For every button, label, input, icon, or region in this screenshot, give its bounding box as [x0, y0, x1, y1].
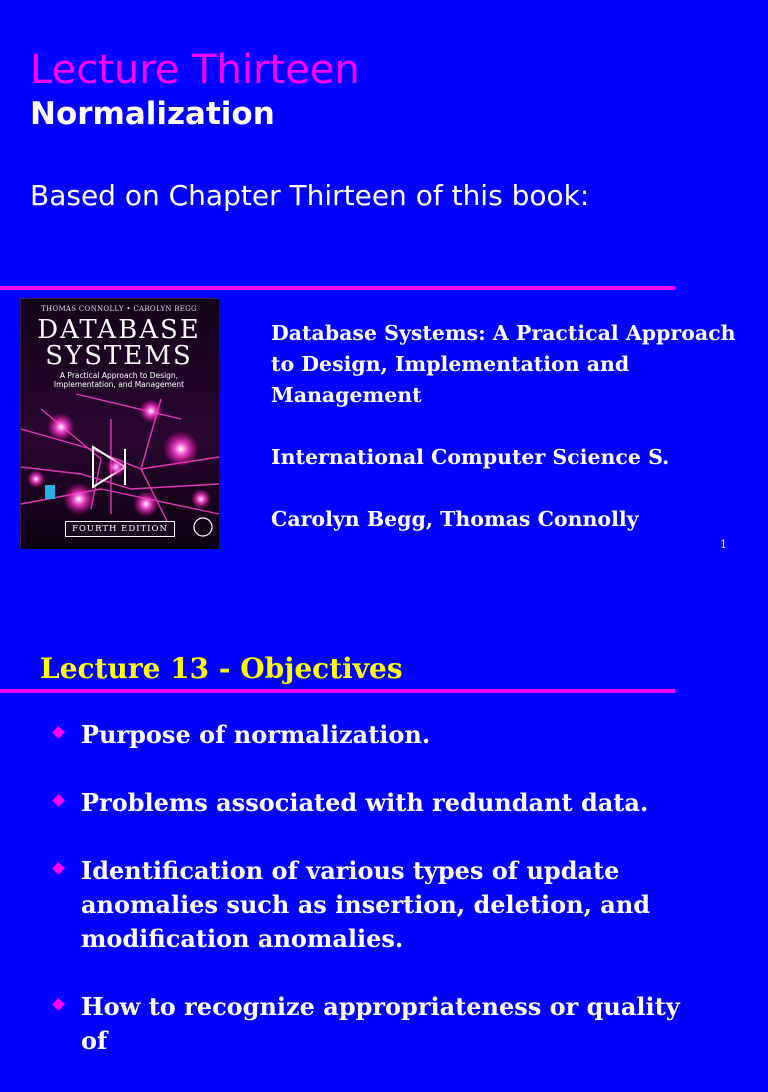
bullet-text: Identification of various types of update anomalies such as insertion, deletion, and modification anomalies. [81, 856, 651, 953]
bullet-text: Purpose of normalization. [81, 720, 431, 749]
cover-edition-badge: FOURTH EDITION [65, 521, 175, 537]
list-item [52, 718, 692, 752]
cover-authors-text: THOMAS CONNOLLY • CAROLYN BEGG [41, 305, 197, 313]
list-item [52, 990, 692, 1058]
book-publisher: International Computer Science S. [271, 445, 670, 469]
cover-title-line-2: SYSTEMS [45, 341, 193, 371]
lecture-subtitle: Normalization [30, 96, 275, 132]
cover-title [21, 317, 217, 369]
diamond-bullet-icon [52, 998, 65, 1011]
book-info [271, 318, 741, 535]
diamond-bullet-icon [52, 862, 65, 875]
cover-tagline [21, 371, 217, 389]
book-title: Database Systems: A Practical Approach to Design, Implementation and Management [271, 321, 736, 407]
bullet-text: How to recognize appropriateness or quality of [81, 992, 680, 1055]
page-number: 1 [720, 538, 727, 551]
cover-title-line-1: DATABASE [37, 315, 201, 345]
objectives-list [52, 718, 692, 1092]
cover-tagline-line-1: A Practical Approach to Design, [59, 371, 179, 380]
list-item [52, 786, 692, 820]
book-cover-image [20, 298, 218, 548]
bullet-text: Problems associated with redundant data. [81, 788, 649, 817]
diamond-bullet-icon [52, 794, 65, 807]
divider-line [0, 689, 675, 693]
based-on-text: Based on Chapter Thirteen of this book: [30, 179, 590, 212]
cover-tagline-line-2: Implementation, and Management [53, 380, 185, 389]
slide-2 [0, 590, 768, 1055]
divider-line [0, 286, 675, 290]
diamond-bullet-icon [52, 726, 65, 739]
book-authors: Carolyn Begg, Thomas Connolly [271, 507, 639, 531]
lecture-title: Lecture Thirteen [30, 47, 360, 93]
list-item [52, 854, 692, 956]
objectives-title: Lecture 13 - Objectives [40, 652, 403, 685]
